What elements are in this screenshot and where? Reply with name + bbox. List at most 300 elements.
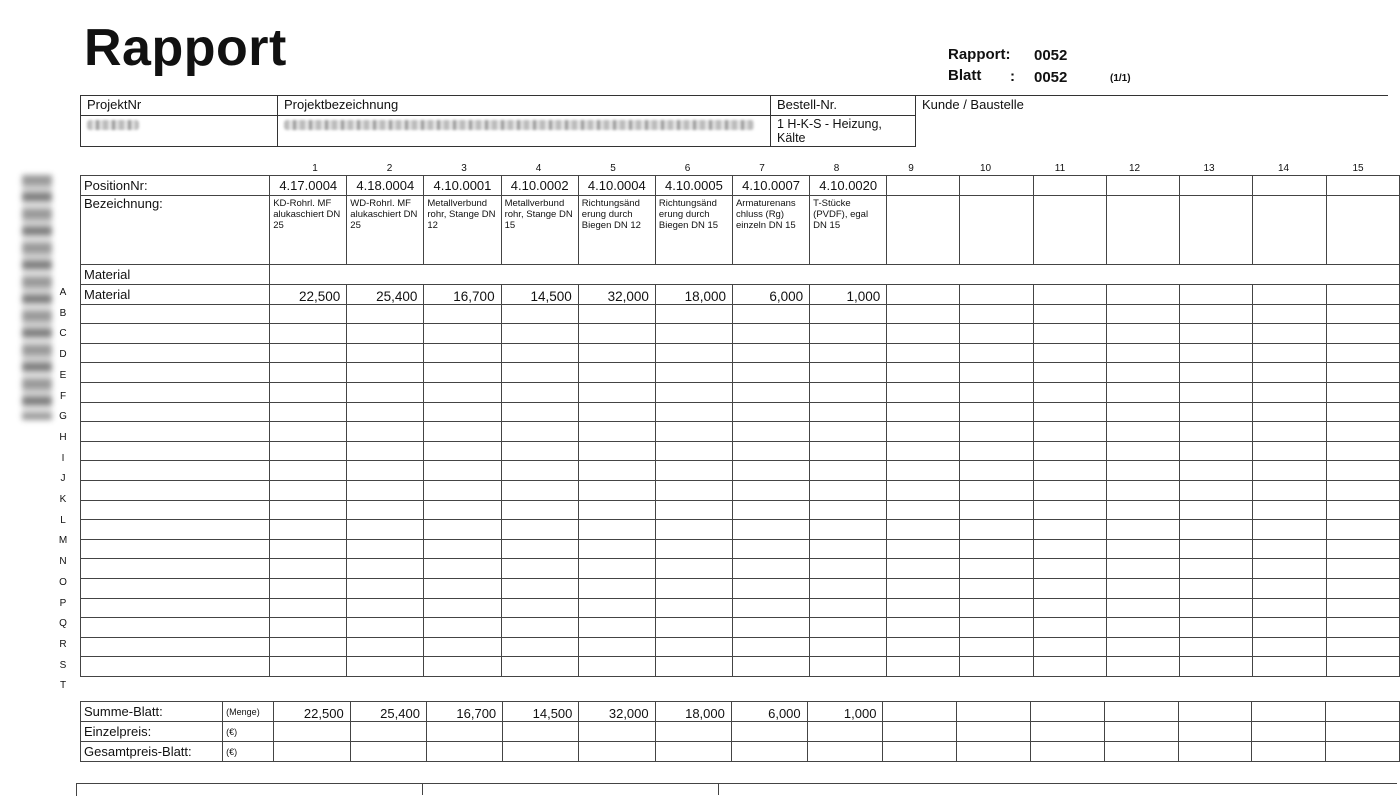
row-letter: E [59, 369, 67, 381]
row-letter: N [59, 556, 67, 568]
grid-cell [578, 539, 655, 559]
material-header-span [270, 265, 1400, 285]
table-row [81, 578, 1400, 598]
grid-cell [1180, 657, 1253, 677]
grid-cell [578, 304, 655, 324]
row-letter: A [59, 287, 67, 298]
grid-cell [1180, 500, 1253, 520]
grid-cell [1033, 559, 1106, 579]
grid-cell [501, 618, 578, 638]
item-description: WD-Rohrl. MF alukaschiert DN 25 [347, 196, 424, 265]
grid-cell [1033, 539, 1106, 559]
grid-cell [1033, 422, 1106, 442]
grid-cell [1326, 422, 1399, 442]
price-cell [1030, 722, 1104, 742]
price-cell [1326, 742, 1400, 762]
grid-cell [1180, 343, 1253, 363]
grid-cell [1253, 637, 1326, 657]
grid-cell [655, 578, 732, 598]
item-description: T-Stücke (PVDF), egal DN 15 [810, 196, 887, 265]
grid-cell [960, 461, 1033, 481]
grid-cell [1253, 598, 1326, 618]
sum-cell: 1,000 [807, 702, 883, 722]
column-number: 9 [908, 163, 914, 174]
position-number: 4.10.0004 [578, 176, 655, 196]
grid-cell [347, 657, 424, 677]
grid-cell [1033, 520, 1106, 540]
grid-cell [1180, 422, 1253, 442]
item-description [1106, 196, 1179, 265]
row-label-cell [81, 598, 270, 618]
grid-cell [270, 324, 347, 344]
grid-cell [810, 422, 887, 442]
item-description [1033, 196, 1106, 265]
grid-cell [1106, 500, 1179, 520]
grid-cell [655, 382, 732, 402]
grid-cell [1326, 382, 1399, 402]
grid-cell [1033, 461, 1106, 481]
grid-cell [1033, 637, 1106, 657]
table-row [81, 441, 1400, 461]
row-label-cell [81, 422, 270, 442]
price-cell [807, 722, 883, 742]
grid-cell [347, 559, 424, 579]
sum-cell [1104, 702, 1178, 722]
grid-cell [347, 520, 424, 540]
grid-cell [501, 441, 578, 461]
grid-cell [1253, 500, 1326, 520]
grid-cell [1106, 343, 1179, 363]
grid-cell [1253, 343, 1326, 363]
grid-cell [1253, 657, 1326, 677]
row-letter: S [59, 659, 67, 671]
grid-cell [1326, 500, 1399, 520]
sum-cell: 16,700 [426, 702, 502, 722]
grid-cell [655, 520, 732, 540]
grid-cell [887, 578, 960, 598]
description-row [81, 196, 1400, 265]
column-number: 5 [610, 163, 616, 174]
grid-cell [655, 441, 732, 461]
grid-cell [887, 657, 960, 677]
grid-cell [1326, 637, 1399, 657]
einzelpreis-row-unit: (€) [223, 722, 274, 742]
grid-cell [270, 304, 347, 324]
grid-cell [270, 500, 347, 520]
grid-cell [960, 520, 1033, 540]
column-number: 10 [979, 163, 992, 174]
grid-cell [1033, 402, 1106, 422]
bestellnr-value: 1 H-K-S - Heizung, Kälte [771, 116, 916, 147]
table-row [81, 657, 1400, 677]
grid-cell [1180, 578, 1253, 598]
column-number: 13 [1203, 163, 1215, 174]
grid-cell [1253, 402, 1326, 422]
position-label: PositionNr: [81, 176, 270, 196]
grid-cell [501, 382, 578, 402]
grid-cell [1326, 461, 1399, 481]
grid-cell [810, 461, 887, 481]
grid-cell [424, 657, 501, 677]
price-cell [350, 742, 426, 762]
grid-cell [655, 598, 732, 618]
page-title: Rapport [84, 19, 287, 77]
row-label-cell [81, 500, 270, 520]
grid-cell [1326, 578, 1399, 598]
grid-cell [424, 520, 501, 540]
grid-cell [501, 657, 578, 677]
einzelpreis-row [81, 722, 1400, 742]
grid-cell [347, 304, 424, 324]
position-number: 4.10.0005 [655, 176, 732, 196]
grid-cell [501, 304, 578, 324]
grid-cell [655, 559, 732, 579]
grid-cell [424, 500, 501, 520]
quantity-cell [1180, 285, 1253, 305]
grid-cell [424, 324, 501, 344]
grid-cell [1180, 363, 1253, 383]
position-number: 4.17.0004 [270, 176, 347, 196]
grid-cell [578, 363, 655, 383]
grid-cell [1106, 480, 1179, 500]
price-cell [503, 722, 579, 742]
row-letter: H [59, 431, 67, 443]
grid-cell [887, 441, 960, 461]
grid-cell [655, 657, 732, 677]
price-cell [426, 722, 502, 742]
table-row [81, 343, 1400, 363]
row-label-cell [81, 618, 270, 638]
grid-cell [887, 363, 960, 383]
table-row [81, 500, 1400, 520]
grid-cell [1106, 402, 1179, 422]
grid-cell [270, 618, 347, 638]
grid-cell [1180, 637, 1253, 657]
bestellnr-label: Bestell-Nr. [771, 96, 916, 116]
grid-cell [887, 520, 960, 540]
table-row [81, 520, 1400, 540]
einzelpreis-row-label: Einzelpreis: [81, 722, 223, 742]
footer-divider [422, 783, 423, 795]
grid-cell [270, 657, 347, 677]
grid-cell [732, 578, 809, 598]
grid-cell [578, 480, 655, 500]
item-description: Metallverbund rohr, Stange DN 15 [501, 196, 578, 265]
grid-cell [347, 480, 424, 500]
grid-cell [732, 324, 809, 344]
grid-cell [578, 657, 655, 677]
grid-cell [424, 461, 501, 481]
grid-cell [270, 402, 347, 422]
grid-cell [347, 598, 424, 618]
grid-cell [732, 618, 809, 638]
price-cell [350, 722, 426, 742]
grid-cell [1106, 520, 1179, 540]
grid-cell [810, 657, 887, 677]
grid-cell [424, 539, 501, 559]
grid-cell [270, 539, 347, 559]
grid-cell [1106, 422, 1179, 442]
quantity-cell: 18,000 [655, 285, 732, 305]
grid-cell [1106, 618, 1179, 638]
table-row [81, 304, 1400, 324]
quantity-cell: 1,000 [810, 285, 887, 305]
column-number: 11 [1054, 163, 1066, 174]
row-letter: I [61, 452, 65, 464]
grid-cell [732, 382, 809, 402]
grid-cell [501, 324, 578, 344]
price-cell [1104, 722, 1178, 742]
price-cell [579, 742, 655, 762]
summe-row-label: Summe-Blatt: [81, 702, 223, 722]
grid-cell [1326, 441, 1399, 461]
grid-cell [501, 637, 578, 657]
grid-cell [270, 343, 347, 363]
grid-cell [347, 500, 424, 520]
grid-cell [960, 324, 1033, 344]
row-label-cell [81, 520, 270, 540]
grid-cell [270, 578, 347, 598]
bezeichnung-label: Bezeichnung: [81, 196, 270, 265]
table-row [81, 637, 1400, 657]
grid-cell [810, 637, 887, 657]
sum-cell: 18,000 [655, 702, 731, 722]
row-letter: C [59, 328, 67, 340]
grid-cell [960, 304, 1033, 324]
grid-cell [1253, 480, 1326, 500]
grid-cell [424, 598, 501, 618]
grid-cell [960, 539, 1033, 559]
grid-cell [347, 618, 424, 638]
grid-cell [810, 500, 887, 520]
grid-cell [887, 500, 960, 520]
grid-cell [1180, 598, 1253, 618]
position-number [1180, 176, 1253, 196]
grid-cell [960, 402, 1033, 422]
projektbezeichnung-label: Projektbezeichnung [278, 96, 771, 116]
grid-cell [578, 382, 655, 402]
grid-cell [501, 500, 578, 520]
quantity-cell: 6,000 [732, 285, 809, 305]
position-number [887, 176, 960, 196]
grid-cell [887, 382, 960, 402]
grid-cell [1326, 598, 1399, 618]
grid-cell [810, 441, 887, 461]
grid-cell [1106, 461, 1179, 481]
sum-cell [1252, 702, 1326, 722]
grid-cell [732, 304, 809, 324]
table-row [81, 382, 1400, 402]
grid-cell [501, 559, 578, 579]
grid-cell [1106, 382, 1179, 402]
grid-cell [810, 382, 887, 402]
grid-cell [1180, 618, 1253, 638]
position-number: 4.10.0007 [732, 176, 809, 196]
quantity-cell: 32,000 [578, 285, 655, 305]
grid-cell [347, 637, 424, 657]
row-label-cell [81, 363, 270, 383]
blatt-colon: : [1010, 68, 1015, 85]
grid-cell [270, 461, 347, 481]
grid-cell [1326, 559, 1399, 579]
row-label-cell [81, 559, 270, 579]
grid-cell [960, 598, 1033, 618]
price-cell [731, 742, 807, 762]
sum-cell [1178, 702, 1252, 722]
grid-cell [655, 422, 732, 442]
summary-table [80, 701, 1400, 762]
grid-cell [655, 480, 732, 500]
redacted-projektbezeichnung [284, 120, 754, 130]
grid-cell [887, 304, 960, 324]
grid-cell [960, 618, 1033, 638]
grid-cell [655, 539, 732, 559]
item-description [1326, 196, 1399, 265]
position-row [81, 176, 1400, 196]
grid-cell [732, 559, 809, 579]
projektnr-value [81, 116, 278, 147]
grid-cell [578, 559, 655, 579]
row-letter: G [59, 411, 67, 423]
grid-cell [578, 343, 655, 363]
grid-cell [1253, 441, 1326, 461]
grid-cell [1180, 559, 1253, 579]
grid-cell [732, 343, 809, 363]
grid-cell [887, 402, 960, 422]
grid-cell [501, 598, 578, 618]
row-letter: R [59, 638, 67, 650]
quantity-cell: 25,400 [347, 285, 424, 305]
position-number [960, 176, 1033, 196]
price-cell [883, 742, 957, 762]
column-number: 7 [759, 163, 765, 174]
grid-cell [347, 402, 424, 422]
grid-cell [1326, 343, 1399, 363]
grid-cell [1253, 324, 1326, 344]
grid-cell [1106, 637, 1179, 657]
footer-table [76, 783, 1397, 796]
grid-cell [810, 324, 887, 344]
table-row [81, 461, 1400, 481]
grid-cell [887, 480, 960, 500]
grid-cell [810, 363, 887, 383]
row-letter: J [60, 473, 66, 485]
grid-cell [732, 637, 809, 657]
row-label-cell [81, 637, 270, 657]
grid-cell [732, 520, 809, 540]
row-letter: K [59, 494, 67, 505]
grid-cell [347, 343, 424, 363]
grid-cell [655, 637, 732, 657]
grid-cell [810, 618, 887, 638]
position-number: 4.10.0002 [501, 176, 578, 196]
grid-cell [1106, 578, 1179, 598]
quantity-cell [887, 285, 960, 305]
row-label-cell [81, 343, 270, 363]
item-description: Metallverbund rohr, Stange DN 12 [424, 196, 501, 265]
blatt-number: 0052 [1034, 69, 1068, 86]
row-letter: P [59, 597, 67, 609]
grid-cell [960, 559, 1033, 579]
position-number: 4.10.0020 [810, 176, 887, 196]
column-number: 14 [1277, 163, 1290, 174]
grid-cell [424, 382, 501, 402]
sum-cell [1326, 702, 1400, 722]
grid-cell [501, 520, 578, 540]
grid-cell [1106, 598, 1179, 618]
item-description: Richtungsänd erung durch Biegen DN 15 [655, 196, 732, 265]
grid-cell [960, 382, 1033, 402]
grid-cell [810, 343, 887, 363]
grid-cell [1326, 520, 1399, 540]
grid-cell [1033, 363, 1106, 383]
grid-cell [424, 304, 501, 324]
position-number: 4.18.0004 [347, 176, 424, 196]
summe-row-unit: (Menge) [223, 702, 274, 722]
grid-cell [1253, 520, 1326, 540]
project-header-table [80, 95, 1388, 147]
grid-cell [270, 480, 347, 500]
row-letter: L [60, 514, 66, 526]
grid-cell [1106, 539, 1179, 559]
sheet-count: (1/1) [1110, 73, 1131, 84]
price-cell [1030, 742, 1104, 762]
table-row [81, 539, 1400, 559]
row-letter: Q [59, 618, 67, 630]
grid-cell [1106, 657, 1179, 677]
grid-cell [960, 578, 1033, 598]
column-number: 6 [684, 163, 691, 174]
price-cell [883, 722, 957, 742]
row-label-cell [81, 578, 270, 598]
redacted-projektnr [87, 120, 139, 130]
grid-cell [887, 422, 960, 442]
grid-cell [1033, 343, 1106, 363]
row-letter: D [59, 349, 67, 361]
grid-cell [1326, 304, 1399, 324]
price-cell [1252, 742, 1326, 762]
grid-cell [1180, 324, 1253, 344]
grid-cell [424, 637, 501, 657]
sum-cell: 6,000 [731, 702, 807, 722]
gesamtpreis-row-label: Gesamtpreis-Blatt: [81, 742, 223, 762]
grid-cell [270, 520, 347, 540]
row-letter: B [59, 307, 67, 319]
grid-cell [655, 402, 732, 422]
grid-cell [1326, 480, 1399, 500]
grid-cell [270, 559, 347, 579]
grid-cell [887, 324, 960, 344]
grid-cell [270, 382, 347, 402]
item-description: KD-Rohrl. MF alukaschiert DN 25 [270, 196, 347, 265]
grid-cell [960, 637, 1033, 657]
price-cell [655, 742, 731, 762]
grid-cell [1180, 520, 1253, 540]
item-description [1253, 196, 1326, 265]
grid-cell [1033, 382, 1106, 402]
grid-cell [1033, 500, 1106, 520]
grid-cell [1326, 657, 1399, 677]
grid-cell [1253, 422, 1326, 442]
grid-cell [1253, 461, 1326, 481]
position-number: 4.10.0001 [424, 176, 501, 196]
sum-cell: 22,500 [274, 702, 350, 722]
grid-cell [732, 441, 809, 461]
column-number: 15 [1352, 163, 1364, 174]
table-row [81, 402, 1400, 422]
grid-cell [347, 461, 424, 481]
price-cell [1178, 742, 1252, 762]
